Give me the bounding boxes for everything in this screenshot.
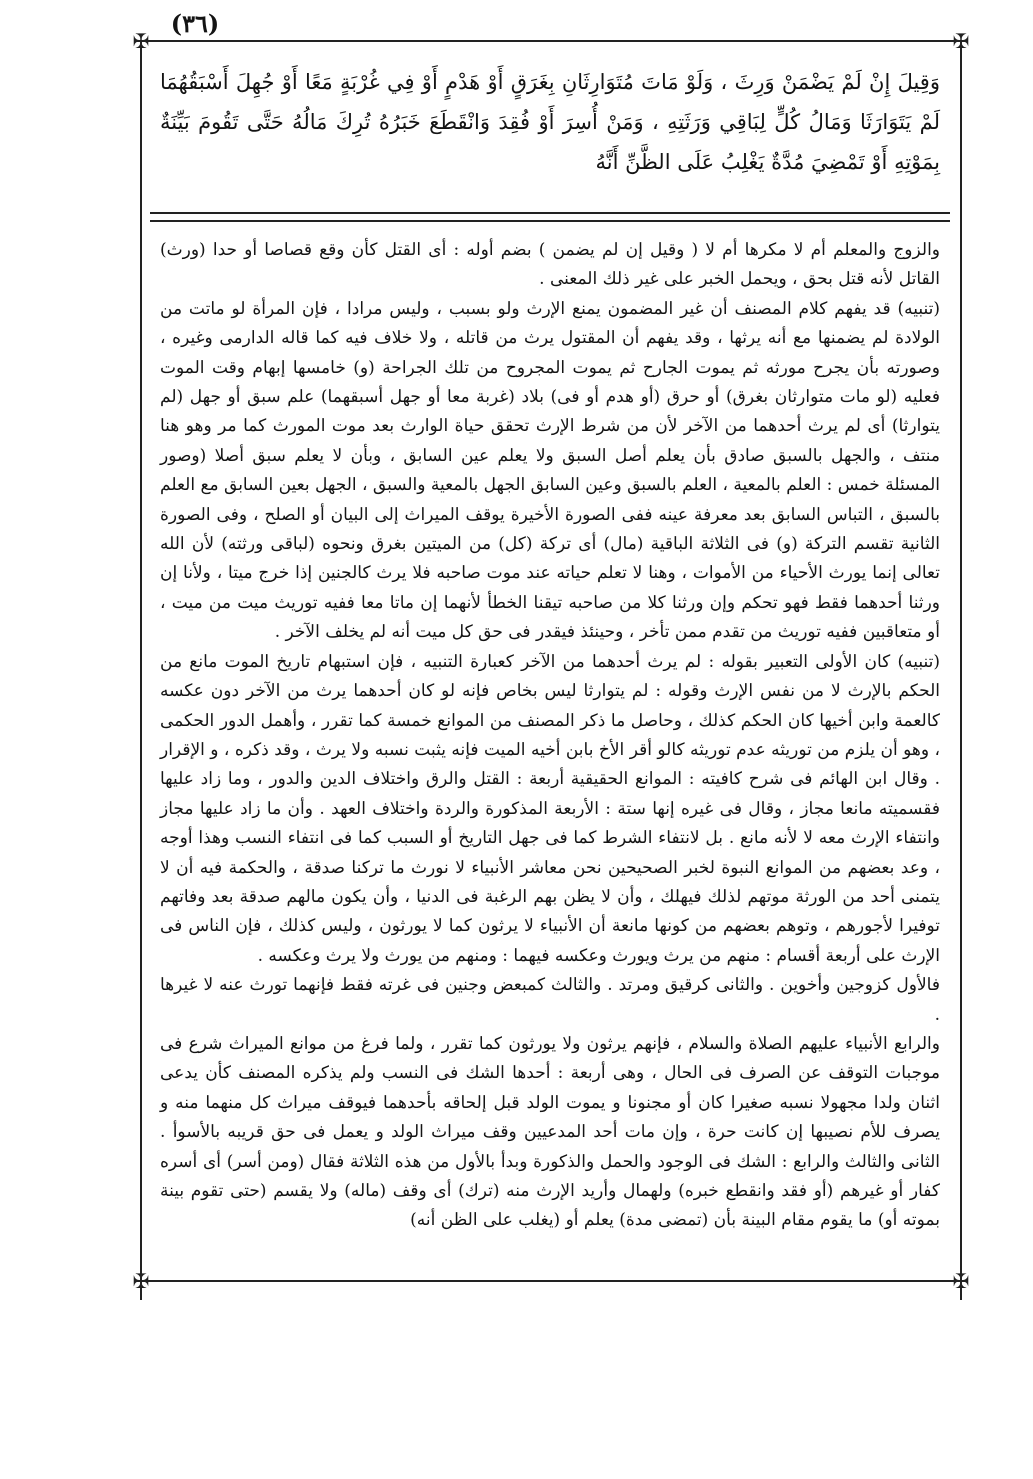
- page-number: (٣٦): [170, 9, 220, 38]
- commentary: [160, 236, 940, 1236]
- section-divider: [150, 212, 950, 222]
- ornament-cross-icon: ✠: [132, 1269, 150, 1293]
- frame-top-border: [135, 40, 966, 42]
- ornament-cross-icon: ✠: [952, 29, 970, 53]
- commentary-paragraph: فالأول كزوجين وأخوين . والثانى كرقيق ومرتد . والثالث كمبعض وجنين فى غرته فقط فإنهما تورث عنه لا غيرها .: [160, 975, 940, 1025]
- commentary-paragraph: (تنبيه) قد يفهم كلام المصنف أن غير المضمون يمنع الإرث ولو بسبب ، وليس مرادا ، فإن المرأة لو ماتت من الولادة لم يضمنها مع أنه يرثها ، وقد يفهم أن المقتول يرث من قاتله ، ولا خلاف فيه كما قاله الدارمى وغيره ، وصورته بأن يجرح مورثه ثم يموت الجارح ثم يموت المجروح من تلك الجراحة (و) خامسها إبهام وقت الموت فعليه (لو مات متوارثان بغرق) أو حرق (أو هدم أو فى) بلاد (غربة معا أو جهل أسبقهما) علم سبق أو جهل (لم يتوارثا) أى لم يرث أحدهما من الآخر لأن من شرط الإرث تحقق حياة الوارث بعد موت المورث كما مر وهو هنا منتف ، والجهل بالسبق صادق بأن يعلم أصل السبق ولا يعلم عين السابق ، وبأن لا يعلم سبق أصلا (وصور المسئلة خمس : العلم بالمعية ، العلم بالسبق وعين السابق الجهل بالمعية والسبق ، الجهل بعين السابق مع العلم بالسبق ، التباس السابق بعد معرفة عينه ففى الصورة الأخيرة يوقف الميراث إلى البيان أو الصلح ، وفى الصورة الثانية تقسم التركة (و) فى الثلاثة الباقية (مال) أى تركة (كل) من الميتين بغرق ونحوه (لباقى ورثته) لأن الله تعالى إنما يورث الأحياء من الأموات ، وهنا لا تعلم حياته عند موت صاحبه فلا يرث كالجنين إذا خرج ميتا ، ولأنا إن ورثنا أحدهما فقط فهو تحكم وإن ورثنا كلا من صاحبه تيقنا الخطأ لأنهما إن ماتا معا ففيه توريث ميت من ميت ، أو متعاقبين ففيه توريث من تقدم ممن تأخر ، وحينئذ فيقدر فى حق كل ميت أنه لم يخلف الآخر .: [160, 298, 940, 643]
- ornament-cross-icon: ✠: [132, 29, 150, 53]
- commentary-paragraph: والزوج والمعلم أم لا مكرها أم لا ( وقيل إن لم يضمن ) بضم أوله : أى القتل كأن وقع قصاصا أو حدا (ورث) القاتل لأنه قتل بحق ، ويحمل الخبر على غير ذلك المعنى .: [160, 240, 940, 290]
- main-text-paragraph: وَقِيلَ إِنْ لَمْ يَضْمَنْ وَرِثَ ، وَلَوْ مَاتَ مُتَوَارِثَانِ بِغَرَقٍ أَوْ هَدْمٍ أَوْ فِي غُرْبَةٍ مَعًا أَوْ جُهِلَ أَسْبَقُهُمَا لَمْ يَتَوَارَثَا وَمَالُ كُلٍّ لِبَاقِي وَرَثَتِهِ ، وَمَنْ أُسِرَ أَوْ فُقِدَ وَانْقَطَعَ خَبَرُهُ تُرِكَ مَالُهُ حَتَّى تَقُومَ بَيِّنَةٌ بِمَوْتِهِ أَوْ تَمْضِيَ مُدَّةٌ يَغْلِبُ عَلَى الظَّنِّ أَنَّهُ: [160, 70, 940, 174]
- main-text: [160, 62, 940, 182]
- frame-left-border: [140, 40, 142, 1300]
- frame-bottom-border: [135, 1280, 966, 1282]
- commentary-paragraph: والرابع الأنبياء عليهم الصلاة والسلام ، فإنهم يرثون ولا يورثون كما تقرر ، ولما فرغ من موانع الميراث شرع فى موجبات التوقف عن الصرف فى الحال ، وهى أربعة : أحدها الشك فى النسب ولم يذكره المصنف كأن يدعى اثنان ولدا مجهولا نسبه صغيرا كان أو مجنونا و يموت الولد قبل إلحاقه بأحدهما فيوقف ميراث كل منهما منه و يصرف للأم نصيبها إن كانت حرة ، وإن مات أحد المدعيين وقف ميراث الولد و يعمل فى حق قريبه بالأسوأ . الثانى والثالث والرابع : الشك فى الوجود والحمل والذكورة وبدأ بالأول من هذه الثلاثة فقال (ومن أسر) أى أسره كفار أو غيرهم (أو فقد وانقطع خبره) ولهمال وأريد الإرث منه (ترك) أى وقف (ماله) ولا يقسم (حتى تقوم بينة بموته أو) ما يقوم مقام البينة بأن (تمضى مدة) يعلم أو (يغلب على الظن أنه): [160, 1033, 940, 1231]
- ornament-cross-icon: ✠: [952, 1269, 970, 1293]
- commentary-paragraph: (تنبيه) كان الأولى التعبير بقوله : لم يرث أحدهما من الآخر كعبارة التنبيه ، فإن استبهام تاريخ الموت مانع من الحكم بالإرث لا من نفس الإرث وقوله : لم يتوارثا ليس بخاص فإنه لو كان أحدهما يرث من الآخر دون عكسه كالعمة وابن أخيها كان الحكم كذلك ، وحاصل ما ذكر المصنف من الموانع خمسة كما تقرر ، وأهمل الدور الحكمى ، وهو أن يلزم من توريثه عدم توريثه كالو أقر الأخ بابن أخيه الميت فإنه يثبت نسبه ولا يرث ، وقد ذكره ، و الإقرار . وقال ابن الهائم فى شرح كافيته : الموانع الحقيقية أربعة : القتل والرق واختلاف الدين والدور ، وما زاد عليها فقسميته مانعا مجاز ، وقال فى غيره إنها ستة : الأربعة المذكورة والردة واختلاف العهد . وأن ما زاد عليها مجاز وانتفاء الإرث معه لا لأنه مانع . بل لانتفاء الشرط كما فى جهل التاريخ أو السبب كما فى انتفاء النسب وهذا أوجه ، وعد بعضهم من الموانع النبوة لخبر الصحيحين نحن معاشر الأنبياء لا نورث ما تركنا صدقة ، والحكمة فيه أن لا يتمنى أحد من الورثة موتهم لذلك فيهلك ، وأن لا يظن بهم الرغبة فى الدنيا ، وأن يكون مالهم صدقة بعد وفاتهم توفيرا لأجورهم ، وتوهم بعضهم من كونها مانعة أن الأنبياء لا يرثون كما لا يورثون ، وليس كذلك ، فإن الناس فى الإرث على أربعة أقسام : منهم من يرث ويورث وعكسه فيهما : ومنهم من يورث ولا يرث وعكسه .: [160, 651, 940, 966]
- frame-right-border: [960, 40, 962, 1300]
